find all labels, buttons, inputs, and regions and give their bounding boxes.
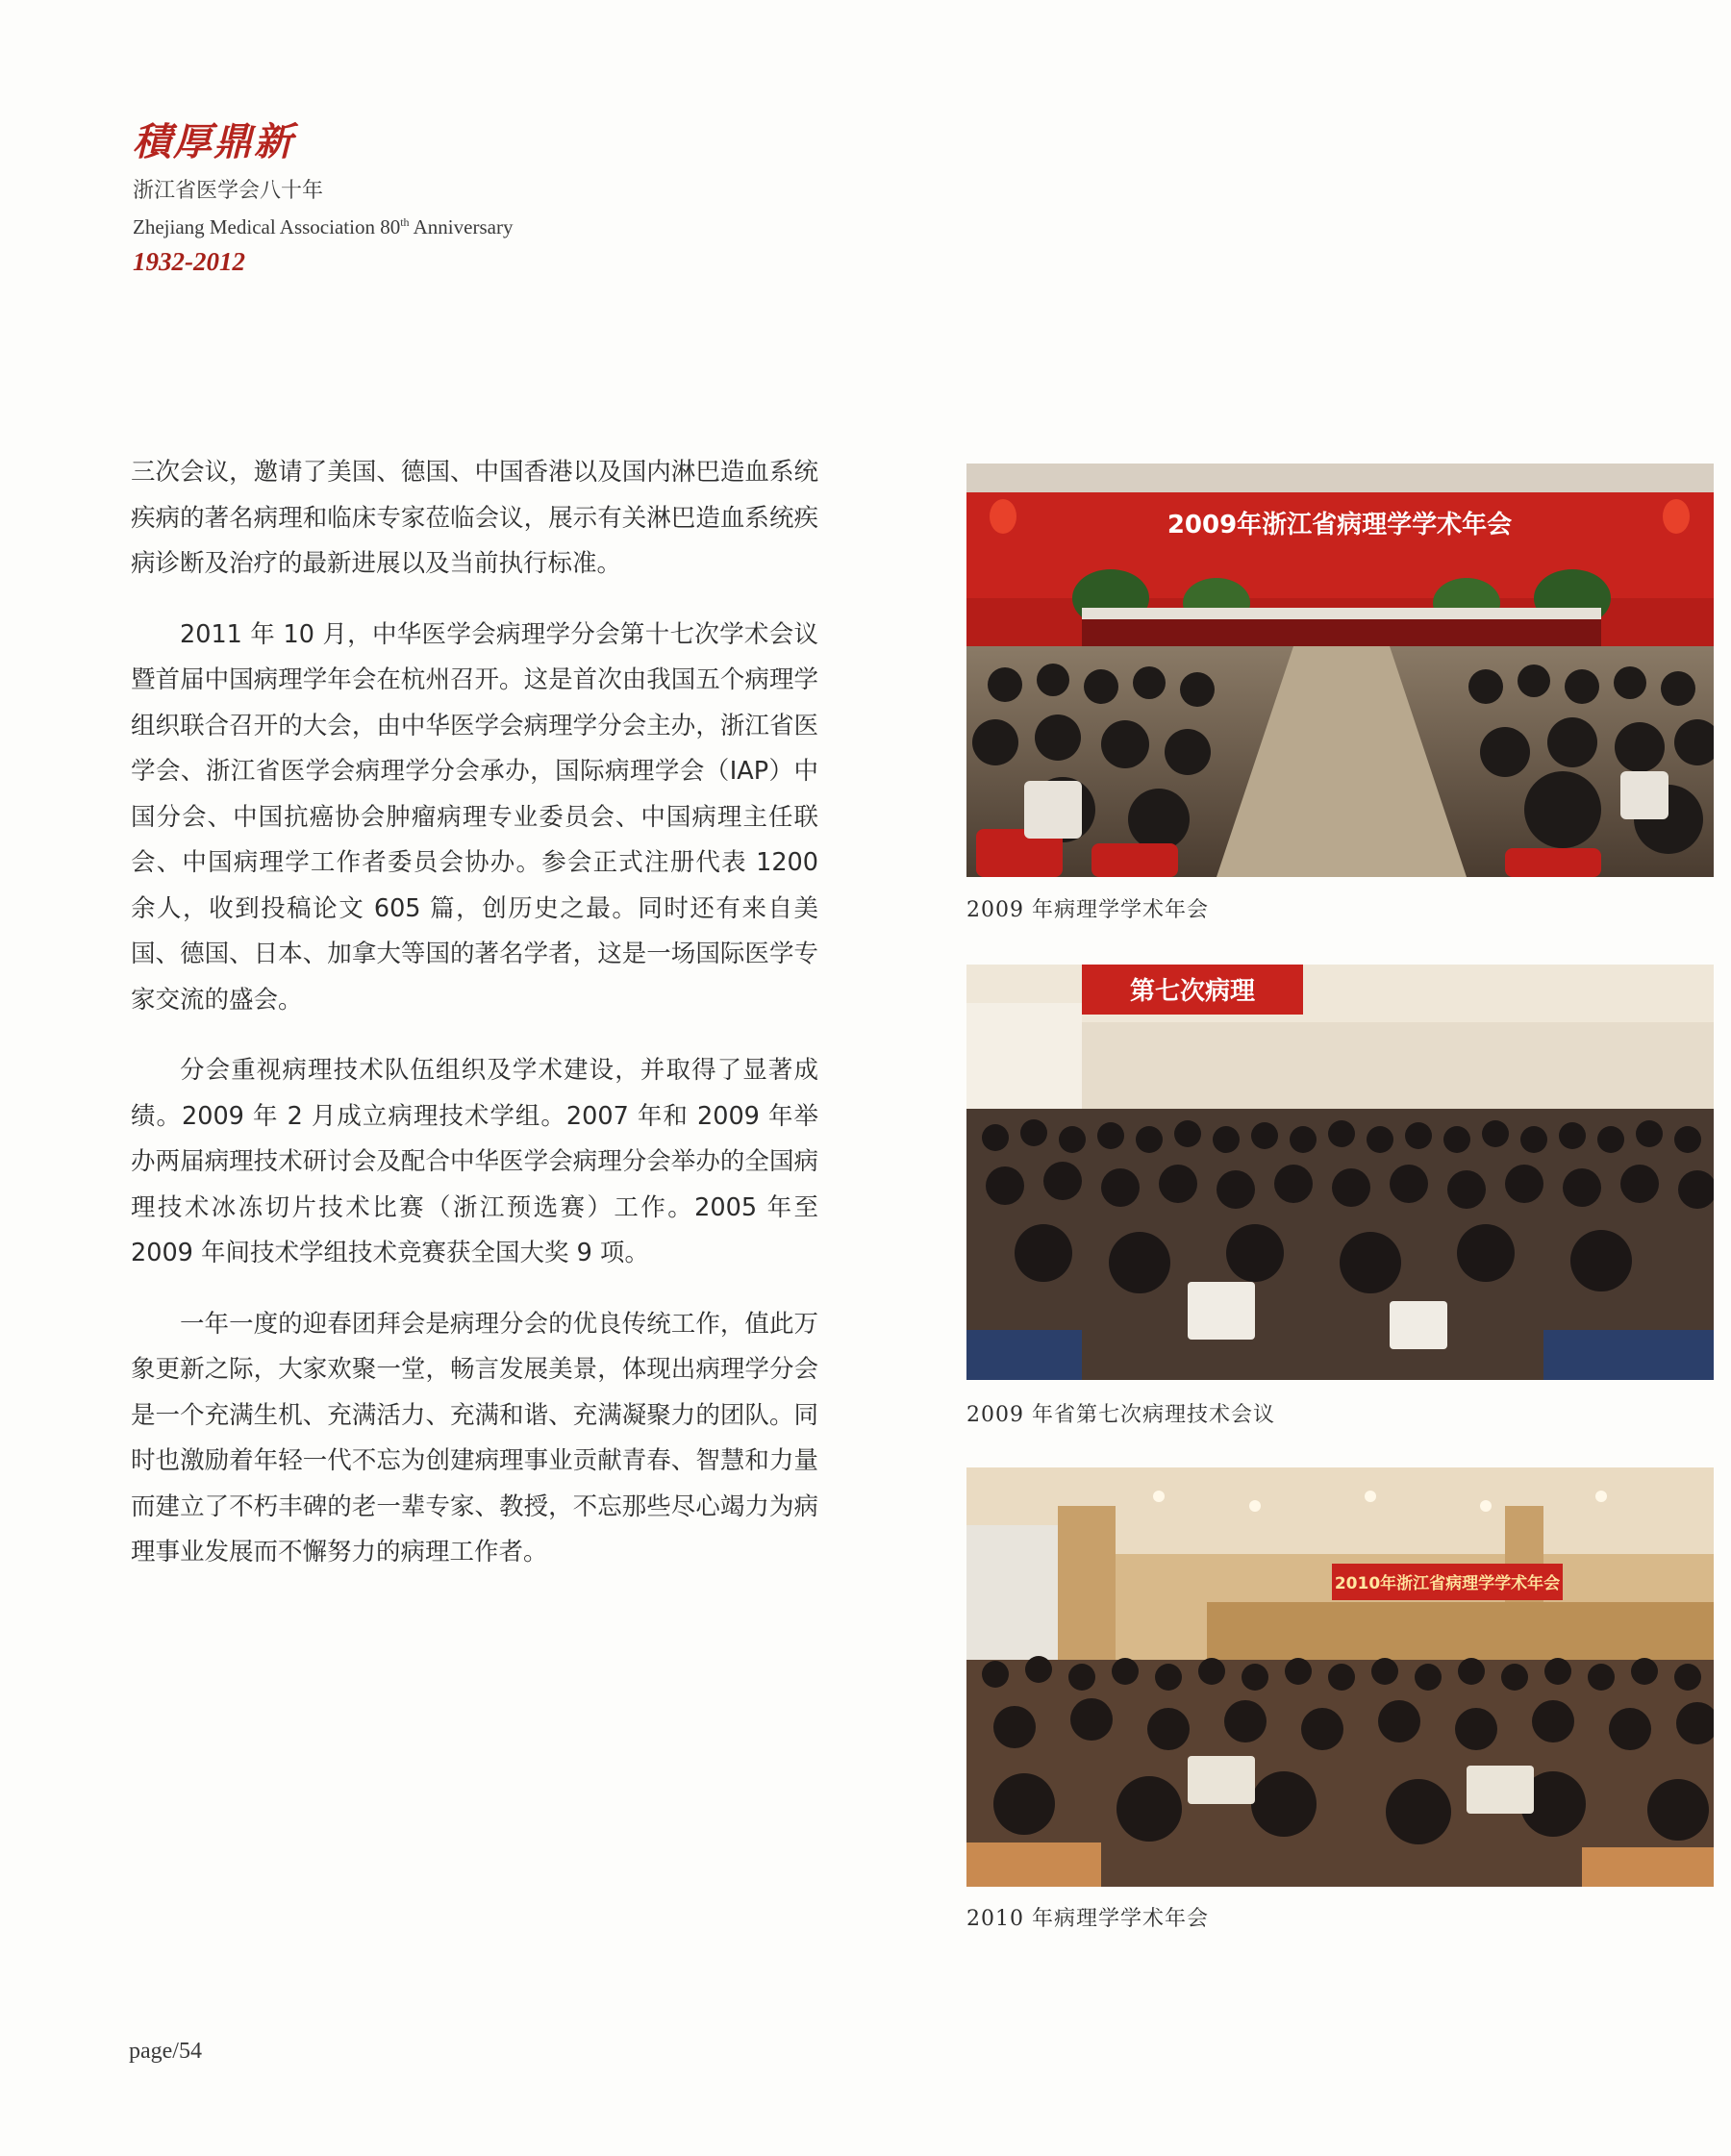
- photo-illustration: [966, 965, 1714, 1380]
- photo-banner: 2010年浙江省病理学学术年会: [1334, 1574, 1561, 1593]
- conference-photo-2009-technical: [966, 965, 1714, 1380]
- article-body: [131, 450, 818, 1601]
- conference-photo-2010-annual: [966, 1467, 1714, 1887]
- photo-illustration: [966, 1467, 1714, 1887]
- calligraphy-logo: 積厚鼎新: [133, 119, 294, 164]
- photo-illustration: [966, 464, 1714, 877]
- conference-photo-2009-annual: [966, 464, 1714, 877]
- association-title-cn: 浙江省医学会八十年: [133, 179, 324, 203]
- anniversary-years: 1932-2012: [133, 247, 245, 276]
- article-paragraph: 一年一度的迎春团拜会是病理分会的优良传统工作，值此万象更新之际，大家欢聚一堂，畅言发展美景，体现出病理学分会是一个充满生机、充满活力、充满和谐、充满凝聚力的团队。同时也激励着年轻一代不忘为创建病理事业贡献青春、智慧和力量而建立了不朽丰碑的老一辈专家、教授，不忘那些尽心竭力为病理事业发展而不懈努力的病理工作者。: [131, 1309, 818, 1567]
- association-title-en: Zhejiang Medical Association 80th Anniversary: [133, 215, 514, 238]
- photo-banner: 第七次病理: [1129, 977, 1256, 1006]
- photo-banner: 2009年浙江省病理学学术年会: [1167, 511, 1513, 539]
- page-number: page/54: [129, 2039, 202, 2064]
- photo-caption: 2009 年省第七次病理技术会议: [966, 1403, 1275, 1427]
- page-header: [133, 117, 710, 278]
- article-paragraph: 分会重视病理技术队伍组织及学术建设，并取得了显著成绩。2009 年 2 月成立病理技术学组。2007 年和 2009 年举办两届病理技术研讨会及配合中华医学会病理分会举办的全国病理技术冰冻切片技术比赛（浙江预选赛）工作。2005 年至 2009 年间技术学组技术竞赛获全国大奖 9 项。: [131, 1056, 818, 1267]
- article-paragraph: 2011 年 10 月，中华医学会病理学分会第十七次学术会议暨首届中国病理学年会在杭州召开。这是首次由我国五个病理学组织联合召开的大会，由中华医学会病理学分会主办，浙江省医学会、浙江省医学会病理学分会承办，国际病理学会（IAP）中国分会、中国抗癌协会肿瘤病理专业委员会、中国病理主任联会、中国病理学工作者委员会协办。参会正式注册代表 1200 余人，收到投稿论文 605 篇，创历史之最。同时还有来自美国、德国、日本、加拿大等国的著名学者，这是一场国际医学专家交流的盛会。: [131, 619, 818, 1015]
- article-paragraph: 三次会议，邀请了美国、德国、中国香港以及国内淋巴造血系统疾病的著名病理和临床专家莅临会议，展示有关淋巴造血系统疾病诊断及治疗的最新进展以及当前执行标准。: [131, 458, 818, 578]
- photo-caption: 2009 年病理学学术年会: [966, 898, 1209, 922]
- photo-caption: 2010 年病理学学术年会: [966, 1907, 1209, 1931]
